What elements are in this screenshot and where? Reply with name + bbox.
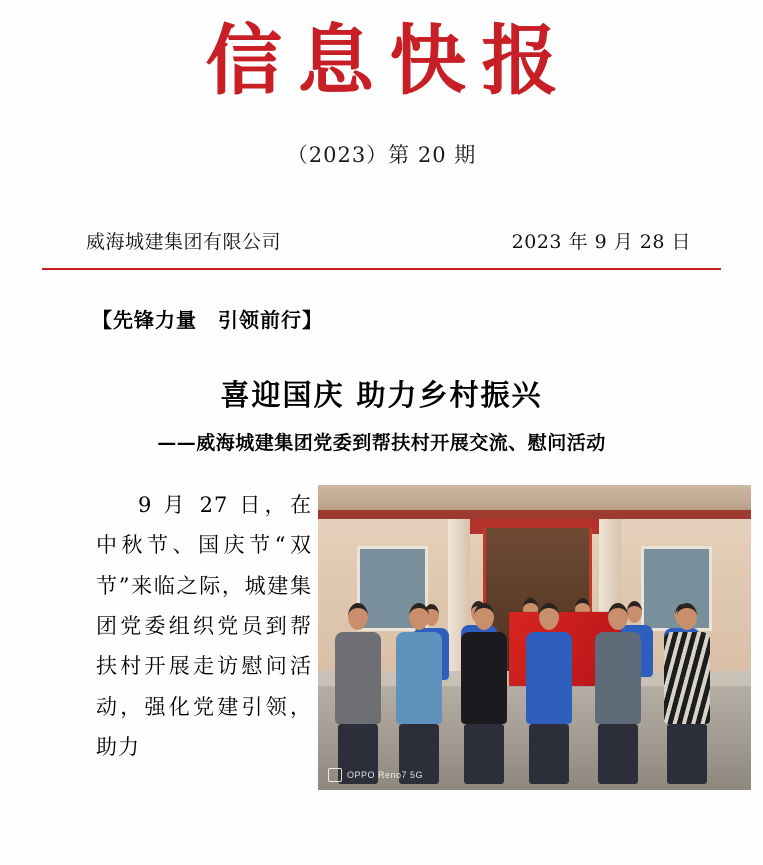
photo-person-torso	[664, 632, 710, 724]
photo-person-front-5	[595, 603, 641, 784]
publisher-organization: 威海城建集团有限公司	[86, 231, 282, 254]
photo-person-torso	[335, 632, 381, 724]
photo-person-torso	[461, 632, 507, 724]
photo-watermark-label: OPPO Reno7 5G	[347, 770, 424, 781]
photo-watermark	[328, 768, 423, 782]
photo-person-front-4	[526, 603, 572, 784]
photo-person-torso	[595, 632, 641, 724]
photo-person-legs	[598, 724, 638, 784]
article-body-paragraph: 9 月 27 日，在中秋节、国庆节“双节”来临之际，城建集团党委组织党员到帮扶村开展走访慰问活动，强化党建引领，助力	[96, 493, 312, 759]
meta-row	[40, 227, 723, 254]
photo-person-head	[348, 603, 368, 630]
photo-person-head	[677, 603, 697, 630]
masthead	[0, 0, 763, 169]
photo-person-front-3	[461, 603, 507, 784]
photo-person-front-2	[396, 603, 442, 784]
column-heading: 【先锋力量 引领前行】	[92, 308, 323, 333]
photo-roof-trim	[318, 510, 751, 519]
photo-person-head	[409, 603, 429, 630]
article-body-text	[96, 485, 312, 767]
article-subheadline: ——威海城建集团党委到帮扶村开展交流、慰问活动	[157, 432, 606, 455]
photo-person-head	[539, 603, 559, 630]
masthead-title: 信息快报	[205, 16, 574, 105]
photo-person-head	[474, 603, 494, 630]
article-headline: 喜迎国庆 助力乡村振兴	[220, 378, 543, 413]
issue-number: （2023）第 20 期	[286, 143, 477, 168]
photo-roofline	[318, 485, 751, 512]
photo-person-torso	[396, 632, 442, 724]
photo-person-legs	[464, 724, 504, 784]
photo-person-head	[608, 603, 628, 630]
article-body-area	[0, 485, 763, 790]
photo-person-torso	[526, 632, 572, 724]
camera-icon	[328, 768, 342, 782]
photo-person-legs	[529, 724, 569, 784]
article-photo	[318, 485, 751, 790]
publish-date: 2023 年 9 月 28 日	[511, 231, 691, 254]
header-divider-rule	[42, 268, 721, 270]
photo-person-front-1	[335, 603, 381, 784]
photo-person-front-6	[664, 603, 710, 784]
photo-person-legs	[667, 724, 707, 784]
